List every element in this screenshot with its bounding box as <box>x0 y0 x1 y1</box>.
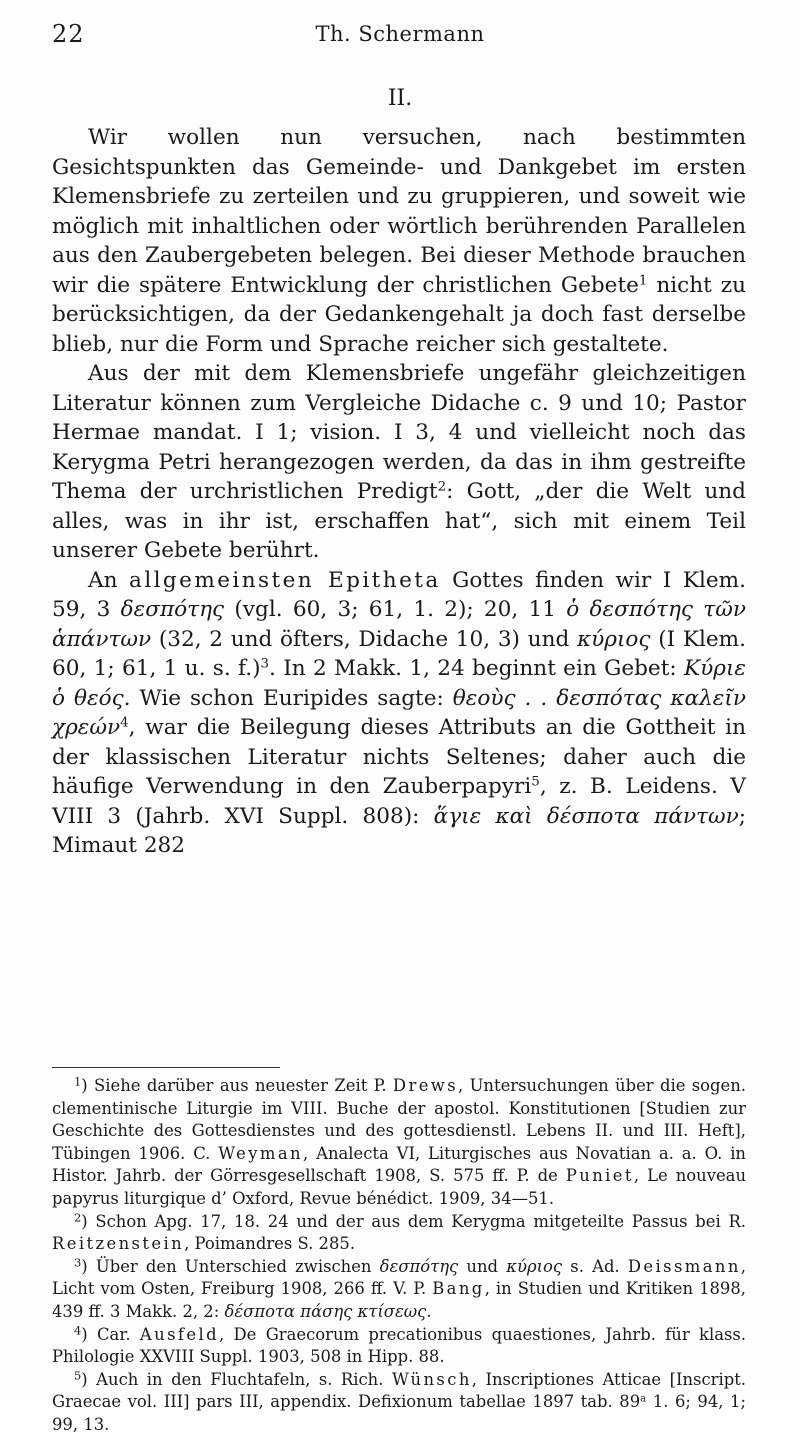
text-run: , Inscriptiones Atticae [Inscript. Graecae vol. III] pars III, appendix. Defixionum tabellae 1897 tab. 89 <box>52 1369 746 1412</box>
paragraph-3 <box>52 566 746 861</box>
text-run: , z. B. Leidens. V VIII 3 (Jahrb. XVI Suppl. 808): <box>52 774 746 829</box>
text-run: , in Studien und Kritiken 1898, 439 ff. 3 Makk. 2, 2: <box>52 1279 746 1321</box>
footnote-ref[interactable]: 3 <box>260 656 270 672</box>
author-name: Weyman <box>218 1143 304 1163</box>
superscript: a <box>640 1393 647 1405</box>
text-run: 1. 6; 94, 1; 99, 13. <box>52 1392 746 1434</box>
page-number: 22 <box>52 20 85 48</box>
text-run: , war die Beilegung dieses Attributs an die Gottheit in der klassischen Literatur nichts Seltenes; daher auch die häufige Verwendung in den Zauberpapyri <box>52 715 746 799</box>
author-name: Puniet <box>565 1166 634 1186</box>
author-name: Ausfeld <box>139 1324 219 1344</box>
text-run: ) Über den Unterschied zwischen <box>81 1256 380 1276</box>
spaced-emphasis: allgemeinsten Epitheta <box>129 567 441 593</box>
text-run: . In 2 Makk. 1, 24 beginnt ein Gebet: <box>269 656 684 681</box>
text-run: Wie schon Euripides sagte: <box>130 685 453 711</box>
author-name: Reitzenstein <box>52 1234 185 1254</box>
text-run: , Poimandres S. 285. <box>184 1234 356 1254</box>
footnote-ref[interactable]: 2 <box>437 479 447 495</box>
footnote-1 <box>52 1075 746 1211</box>
greek-term: κύριος <box>506 1256 563 1276</box>
text-run: Aus der mit dem Klemensbriefe ungefähr gleichzeitigen Literatur können zum Vergleiche Didache c. 9 und 10; Pastor Hermae mandat. I 1; vision. I 3, 4 und vielleicht noch das Kerygma Petri herangezogen werden, da das in ihm gestreifte Thema der urchristlichen Predigt <box>52 361 746 504</box>
footnote-ref[interactable]: 4 <box>120 715 129 731</box>
footnote-5 <box>52 1369 746 1437</box>
text-run: , Untersuchungen über die sogen. clementinische Liturgie im VIII. Buche der apostol. Konstitutionen [Studien zur Geschichte des Gottesdienstes und des gottesdienstl. Lebens II. und III. Heft], Tübingen 1906. C. <box>52 1076 746 1163</box>
author-name: Bang <box>432 1279 485 1299</box>
body-text <box>52 123 746 861</box>
footnote-ref[interactable]: 5 <box>531 774 540 790</box>
author-name: Deissmann <box>627 1256 741 1276</box>
page-header <box>52 20 748 60</box>
text-run: Wir wollen nun versuchen, nach bestimmten Gesichtspunkten das Gemeinde- und Dankgebet im ersten Klemensbriefe zu zerteilen und zu gruppieren, und soweit wie möglich mit inhaltlichen oder wörtlich berührenden Parallelen aus den Zaubergebeten belegen. Bei dieser Methode brauchen wir die spätere Entwicklung der christlichen Gebete <box>52 125 746 298</box>
text-run: , Le nouveau papyrus liturgique d’ Oxford, Revue bénédict. 1909, 34—51. <box>52 1166 747 1208</box>
greek-term: δέσποτα πάσης κτίσεως. <box>224 1301 432 1321</box>
footnote-number: 3 <box>74 1255 82 1270</box>
footnote-2 <box>52 1211 746 1256</box>
paragraph-2 <box>52 359 746 566</box>
text-run: (32, 2 und öfters, Didache 10, 3) und <box>151 626 577 652</box>
text-run: , De Graecorum precationibus quaestiones, Jahrb. für klass. Philologie XXVIII Suppl. 1903, 508 in Hipp. 88. <box>52 1324 746 1367</box>
footnote-ref[interactable]: 1 <box>638 273 648 289</box>
text-run: ) Car. <box>81 1324 140 1344</box>
running-head: Th. Schermann <box>315 22 485 46</box>
text-run: und <box>458 1256 507 1276</box>
text-run: , Analecta VI, Liturgisches aus Novatian a. a. O. in Histor. Jahrb. der Görresgesellschaft 1908, S. 575 ff. P. de <box>52 1143 746 1186</box>
greek-term: δεσπότης <box>379 1256 459 1276</box>
text-run: ) Auch in den Fluchtafeln, s. Rich. <box>81 1369 392 1389</box>
greek-term: δεσπότης <box>120 597 225 622</box>
text-run: ) Siehe darüber aus neuester Zeit P. <box>81 1076 393 1095</box>
author-name: Drews <box>392 1076 459 1095</box>
footnote-number: 5 <box>74 1367 82 1382</box>
text-run: s. Ad. <box>562 1256 628 1276</box>
greek-term: κύριος <box>576 626 651 652</box>
footnote-number: 1 <box>74 1074 82 1089</box>
footnote-number: 4 <box>74 1322 82 1337</box>
footnote-4 <box>52 1324 746 1369</box>
section-heading: II. <box>387 86 413 111</box>
text-run: Gottes finden wir I Klem. 59, 3 <box>52 567 746 622</box>
greek-term: Κύριε ὁ θεός. <box>52 656 746 711</box>
text-run: (vgl. 60, 3; 61, 1. 2); 20, 11 <box>224 597 567 622</box>
text-run: (I Klem. 60, 1; 61, 1 u. s. f.) <box>52 626 746 681</box>
footnote-divider <box>52 1067 280 1068</box>
text-run: An <box>88 567 130 593</box>
text-run: ) Schon Apg. 17, 18. 24 und der aus dem Kerygma mitgeteilte Passus bei R. <box>81 1211 746 1231</box>
text-run: : Gott, „der die Welt und alles, was in ihr ist, erschaffen hat“, sich mit einem Teil unserer Gebete berührt. <box>52 479 746 563</box>
text-run: ; Mimaut 282 <box>52 803 746 858</box>
author-name: Wünsch <box>391 1369 472 1389</box>
text-run: , Licht vom Osten, Freiburg 1908, 266 ff. V. P. <box>52 1256 746 1299</box>
paragraph-1 <box>52 123 746 359</box>
greek-term: ὁ δεσπότης τῶν ἁπάντων <box>52 597 746 652</box>
greek-term: θεοὺς . . δεσπότας καλεῖν χρεών <box>52 685 746 740</box>
greek-term: ἅγιε καὶ δέσποτα πάντων <box>433 803 739 829</box>
footnote-number: 2 <box>74 1209 82 1224</box>
footnotes <box>52 1075 746 1437</box>
footnote-3 <box>52 1256 746 1324</box>
text-run: nicht zu berücksichtigen, da der Gedankengehalt ja doch fast derselbe blieb, nur die Form und Sprache reicher sich gestaltete. <box>52 272 746 357</box>
